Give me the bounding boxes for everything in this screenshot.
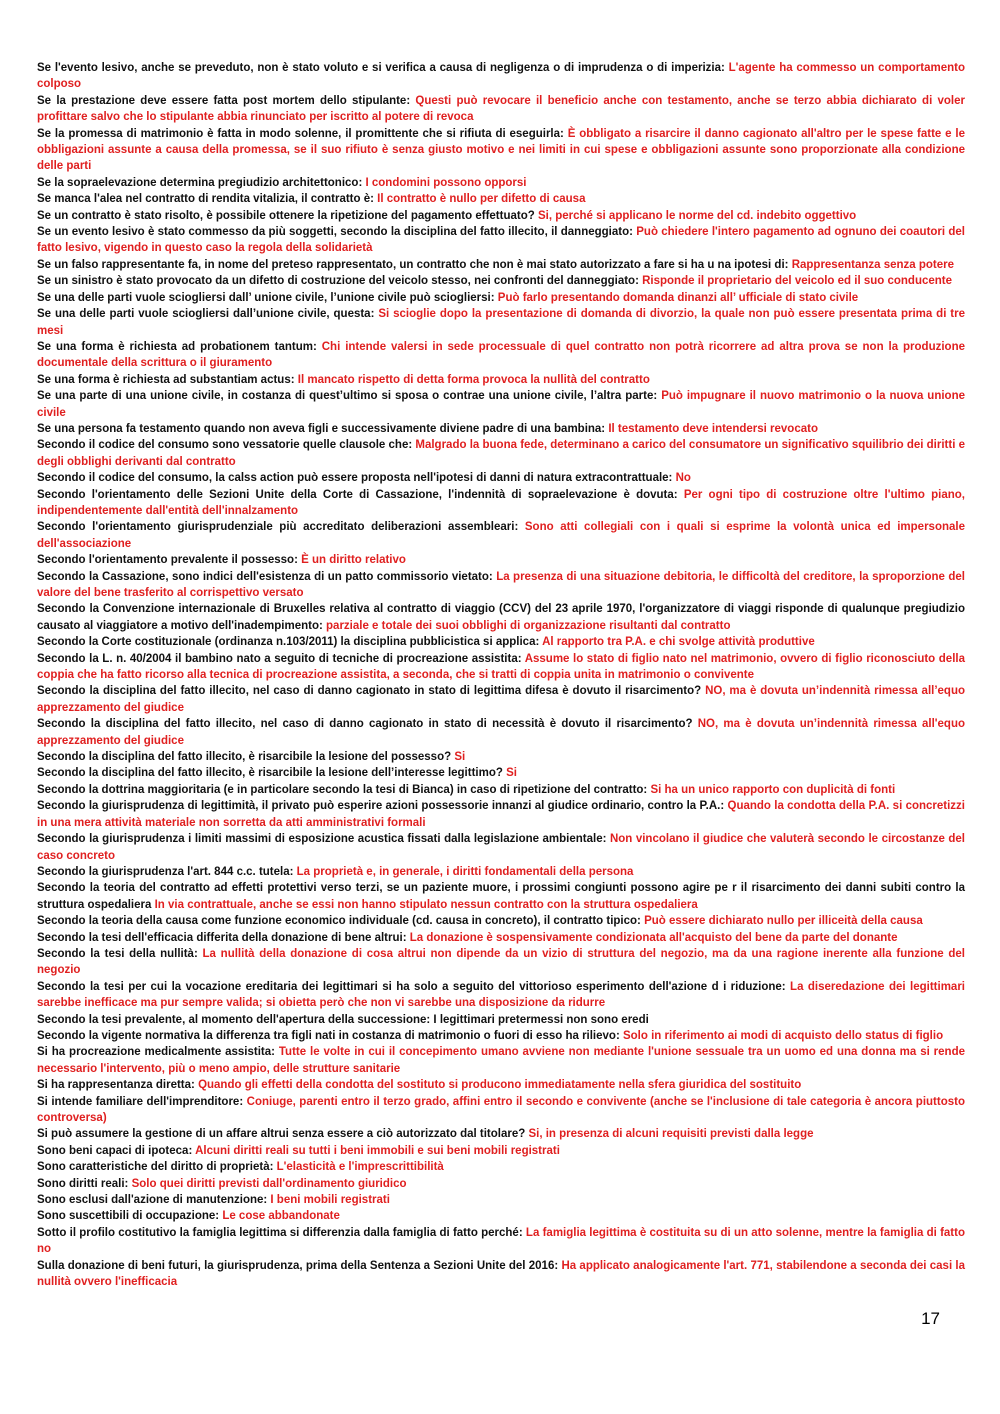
qa-entry	[37, 930, 965, 946]
qa-entry	[37, 290, 965, 306]
answer-text: Sono atti collegiali con i quali si esprime la volontà unica ed impersonale dell'associazione	[37, 521, 965, 550]
answer-text: La donazione è sospensivamente condizionata all'acquisto del bene da parte del donante	[409, 931, 898, 944]
question-text: Se un sinistro è stato provocato da un difetto di costruzione del veicolo stesso, nei confronti del danneggiato:	[37, 275, 639, 288]
qa-entry	[37, 175, 965, 191]
qa-entry	[37, 339, 965, 372]
qa-entry	[37, 1126, 965, 1142]
question-text: Si intende familiare dell'imprenditore:	[37, 1095, 244, 1108]
qa-entry	[37, 191, 965, 207]
question-text: Secondo la teoria della causa come funzione economico individuale (cd. causa in concreto), il contratto tipico:	[37, 915, 641, 928]
answer-text: Può farlo presentando domanda dinanzi all’ ufficiale di stato civile	[497, 291, 859, 304]
answer-text: Alcuni diritti reali su tutti i beni immobili e sui beni mobili registrati	[195, 1144, 560, 1157]
question-text: Se la sopraelevazione determina pregiudizio architettonico:	[37, 176, 363, 189]
question-text: Secondo la giurisprudenza i limiti massimi di esposizione acustica fissati dalla legislazione ambientale:	[37, 833, 607, 846]
answer-text: Ha applicato analogicamente l'art. 771, stabilendone a seconda dei casi la nullità ovvero l'inefficacia	[37, 1259, 966, 1289]
qa-entry	[37, 552, 965, 568]
qa-entry	[37, 1012, 965, 1028]
qa-entry	[37, 1094, 965, 1127]
qa-entry	[37, 913, 965, 929]
question-text: Sulla donazione di beni futuri, la giurisprudenza, prima della Sentenza a Sezioni Unite del 2016:	[37, 1259, 559, 1272]
question-text: Se un falso rappresentante fa, in nome del preteso rappresentato, un contratto che non è mai stato autorizzato a fare si ha u na ipotesi di:	[37, 258, 789, 271]
answer-text: NO, ma è dovuta un’indennità rimessa all'equo apprezzamento del giudice	[37, 718, 966, 747]
question-text: Secondo l'orientamento giurisprudenziale più accreditato deliberazioni assembleari:	[37, 521, 519, 534]
qa-entry	[37, 765, 965, 781]
answer-text: I beni mobili registrati	[270, 1194, 390, 1207]
answer-text: Solo in riferimento ai modi di acquisto dello status di figlio	[622, 1029, 944, 1042]
question-text: Secondo la disciplina del fatto illecito, nel caso di danno cagionato in stato di necessità è dovuto il risarcimento?	[37, 718, 693, 731]
question-text: Secondo la disciplina del fatto illecito, è risarcibile la lesione dell’interesse legittimo?	[37, 767, 503, 780]
question-text: Secondo la Convenzione internazionale di Bruxelles relativa al contratto di viaggio (CCV) del 23 aprile 1970, l'organizzatore di viaggi risponde di qualunque pregiudizio causato al viaggiatore a motivo dell'inadempimento:	[37, 603, 965, 632]
answer-text: Si scioglie dopo la presentazione di domanda di divorzio, la quale non può essere presentata prima di tre mesi	[37, 308, 966, 337]
answer-text: L'elasticità e l'imprescrittibilità	[276, 1161, 444, 1174]
question-text: Se una persona fa testamento quando non aveva figli e successivamente diviene padre di una bambina:	[37, 422, 606, 435]
page-number: 17	[921, 1309, 940, 1328]
qa-entry	[37, 273, 965, 289]
qa-entry	[37, 634, 965, 650]
qa-entry	[37, 388, 965, 421]
answer-text: La diseredazione dei legittimari sarebbe inefficace ma pur sempre valida; si obietta però che non vi sarebbe una disposizione da ridurre	[37, 980, 965, 1010]
answer-text: Al rapporto tra P.A. e chi svolge attività produttive	[542, 636, 815, 649]
question-text: Se la prestazione deve essere fatta post mortem dello stipulante:	[37, 94, 411, 107]
question-text: Sono caratteristiche del diritto di proprietà:	[37, 1161, 274, 1174]
answer-text: È un diritto relativo	[301, 554, 406, 567]
answer-text: parziale e totale dei suoi obblighi di organizzazione risultanti dal contratto	[326, 619, 731, 632]
question-text: Se l'evento lesivo, anche se preveduto, non è stato voluto e si verifica a causa di negligenza o di imprudenza o di imperizia:	[37, 62, 725, 74]
answer-text: Risponde il proprietario del veicolo ed il suo conducente	[642, 275, 953, 288]
answer-text: Quando gli effetti della condotta del sostituto si producono immediatamente nella sfera giuridica del sostituito	[198, 1079, 802, 1092]
answer-text: Si	[506, 767, 517, 780]
qa-entry	[37, 1028, 965, 1044]
answer-text: Coniuge, parenti entro il terzo grado, affini entro il secondo e convivente (anche se l'inclusione di tale categoria è ancora piuttosto controversa)	[37, 1095, 965, 1124]
qa-entry	[37, 946, 965, 979]
question-text: Sono suscettibili di occupazione:	[37, 1210, 220, 1223]
qa-entry	[37, 782, 965, 798]
qa-entry	[37, 880, 965, 913]
question-text: Si ha procreazione medicalmente assistita:	[37, 1046, 275, 1059]
question-text: Secondo la tesi prevalente, al momento dell'apertura della successione: I legittimari pretermessi non sono eredi	[37, 1013, 649, 1026]
answer-text: NO, ma è dovuta un’indennità rimessa all’equo apprezzamento del giudice	[37, 685, 965, 714]
answer-text: Rappresentanza senza potere	[791, 258, 955, 271]
qa-entry	[37, 306, 965, 339]
answer-text: La famiglia legittima è costituita su di un atto solenne, mentre la famiglia di fatto no	[37, 1226, 965, 1256]
qa-entry	[37, 749, 965, 765]
qa-entry	[37, 798, 965, 831]
answer-text: Chi intende valersi in sede processuale di quel contratto non potrà ricorrere ad altra prova se non la produzione documentale della scrittura o il giuramento	[37, 340, 965, 370]
question-text: Secondo l'orientamento prevalente il possesso:	[37, 554, 298, 567]
answer-text: Si, in presenza di alcuni requisiti previsti dalla legge	[528, 1128, 814, 1141]
answer-text: La proprietà e, in generale, i diritti fondamentali della persona	[296, 865, 634, 878]
qa-entry	[37, 1044, 965, 1077]
question-text: Se un evento lesivo è stato commesso da più soggetti, secondo la disciplina del fatto illecito, il danneggiato:	[37, 226, 633, 239]
question-text: Secondo la tesi dell'efficacia differita della donazione di bene altrui:	[37, 931, 407, 944]
question-text: Secondo la giurisprudenza l'art. 844 c.c. tutela:	[37, 865, 294, 878]
question-text: Si può assumere la gestione di un affare altrui senza essere a ciò autorizzato dal titolare?	[37, 1128, 526, 1141]
question-text: Secondo la Cassazione, sono indici dell'esistenza di un patto commissorio vietato:	[37, 570, 493, 583]
answer-text: La nullità della donazione di cosa altrui non dipende da un vizio di struttura del negozio, ma da una ragione inerente alla funzione del negozio	[37, 947, 965, 977]
question-text: Si ha rappresentanza diretta:	[37, 1079, 195, 1092]
qa-entry	[37, 1176, 965, 1192]
qa-entry	[37, 1208, 965, 1224]
question-text: Secondo il codice del consumo sono vessatorie quelle clausole che:	[37, 439, 413, 452]
question-text: Se la promessa di matrimonio è fatta in modo solenne, il promittente che si rifiuta di eseguirla:	[37, 127, 564, 140]
question-text: Secondo la L. n. 40/2004 il bambino nato a seguito di tecniche di procreazione assistita:	[37, 652, 522, 665]
answer-text: Questi può revocare il beneficio anche con testamento, anche se terzo abbia dichiarato di voler profittare salvo che lo stipulante abbia rinunciato per iscritto al potere di revoca	[37, 94, 965, 124]
answer-text: In via contrattuale, anche se essi non hanno stipulato nessun contratto con la struttura ospedaliera	[154, 898, 698, 911]
qa-entry	[37, 421, 965, 437]
question-text: Secondo la Corte costituzionale (ordinanza n.103/2011) la disciplina pubblicistica si applica:	[37, 636, 540, 649]
question-text: Se una forma è richiesta ad probationem tantum:	[37, 340, 317, 353]
answer-text: Si, perché si applicano le norme del cd. indebito oggettivo	[537, 209, 857, 222]
answer-text: Il mancato rispetto di detta forma provoca la nullità del contratto	[297, 373, 650, 386]
question-text: Secondo la disciplina del fatto illecito, è risarcibile la lesione del possesso?	[37, 751, 452, 764]
question-text: Secondo la disciplina del fatto illecito, nel caso di danno cagionato in stato di legittima difesa è dovuto il risarcimento?	[37, 685, 702, 698]
qa-entry	[37, 683, 965, 716]
qa-entry	[37, 437, 965, 470]
qa-entry	[37, 93, 965, 126]
question-text: Sono esclusi dall'azione di manutenzione:	[37, 1194, 268, 1207]
answer-text: Le cose abbandonate	[222, 1210, 340, 1223]
qa-entry	[37, 487, 965, 520]
question-text: Se un contratto è stato risolto, è possibile ottenere la ripetizione del pagamento effettuato?	[37, 209, 535, 222]
answer-text: La presenza di una situazione debitoria, le difficoltà del creditore, la sproporzione del valore del bene trasferito al corrispettivo versato	[37, 570, 966, 599]
answer-text: L'agente ha commesso un comportamento colposo	[37, 62, 965, 91]
qa-entry	[37, 716, 965, 749]
qa-entry	[37, 224, 965, 257]
answer-text: Tutte le volte in cui il concepimento umano avviene non mediante l'unione sessuale tra un uomo ed una donna ma si rende necessario l'intervento, più o meno ampio, delle strutture sanitarie	[37, 1046, 965, 1075]
question-text: Secondo la tesi della nullità:	[37, 947, 198, 960]
qa-entry	[37, 1143, 965, 1159]
qa-entry	[37, 470, 965, 486]
answer-text: Malgrado la buona fede, determinano a carico del consumatore un significativo squilibrio dei diritti e degli obblighi derivanti dal contratto	[37, 439, 965, 468]
qa-entry	[37, 60, 965, 93]
question-text: Se manca l'alea nel contratto di rendita vitalizia, il contratto è:	[37, 193, 374, 206]
question-text: Se una parte di una unione civile, in costanza di quest’ultimo si sposa o contrae una unione civile, l’altra parte:	[37, 390, 658, 403]
question-text: Secondo la tesi per cui la vocazione ereditaria dei legittimari si ha solo a seguito del vittorioso esperimento dell'azione d i riduzione:	[37, 980, 786, 993]
question-text: Sono beni capaci di ipoteca:	[37, 1144, 193, 1157]
answer-text: No	[675, 472, 691, 485]
qa-entry	[37, 831, 965, 864]
question-text: Se una delle parti vuole sciogliersi dall’unione civile, questa:	[37, 308, 375, 321]
qa-entry	[37, 1192, 965, 1208]
question-text: Secondo la giurisprudenza di legittimità, il privato può esperire azioni possessorie innanzi al giudice ordinario, contro la P.A.:	[37, 800, 725, 813]
qa-entry	[37, 1159, 965, 1175]
answer-text: I condomini possono opporsi	[365, 176, 527, 189]
document-body	[37, 60, 965, 1290]
answer-text: Il contratto è nullo per difetto di causa	[377, 193, 586, 206]
answer-text: È obbligato a risarcire il danno cagionato all'altro per le spese fatte e le obbligazioni assunte a causa della promessa, se il suo rifiuto è senza giusto motivo e nei limiti in cui spese e obbligazioni assunte sono proporzionate alla condizione delle parti	[37, 127, 965, 173]
qa-entry	[37, 1225, 965, 1258]
answer-text: Solo quei diritti previsti dall'ordinamento giuridico	[131, 1177, 407, 1190]
answer-text: Può essere dichiarato nullo per illiceità della causa	[644, 915, 923, 928]
answer-text: Per ogni tipo di costruzione oltre l'ultimo piano, indipendentemente dall'entità dell'innalzamento	[37, 488, 965, 517]
qa-entry	[37, 1077, 965, 1093]
answer-text: Si ha un unico rapporto con duplicità di fonti	[650, 783, 896, 796]
qa-entry	[37, 979, 965, 1012]
answer-text: Assume lo stato di figlio nato nel matrimonio, ovvero di figlio riconosciuto della coppia che ha fatto ricorso alla tecnica di procreazione assistita, a seconda, che si tratti di coppia unita in matrimonio o convivente	[37, 652, 965, 682]
question-text: Sono diritti reali:	[37, 1177, 129, 1190]
question-text: Secondo l'orientamento delle Sezioni Unite della Corte di Cassazione, l'indennità di sopraelevazione è dovuta:	[37, 488, 678, 501]
answer-text: Può impugnare il nuovo matrimonio o la nuova unione civile	[37, 390, 965, 419]
qa-entry	[37, 519, 965, 552]
answer-text: Non vincolano il giudice che valuterà secondo le circostanze del caso concreto	[37, 833, 965, 862]
question-text: Secondo la vigente normativa la differenza tra figli nati in costanza di matrimonio o fuori di esso ha rilievo:	[37, 1029, 620, 1042]
question-text: Secondo il codice del consumo, la calss action può essere proposta nell'ipotesi di danni di natura extracontrattuale:	[37, 472, 673, 485]
question-text: Secondo la teoria del contratto ad effetti protettivi verso terzi, se un paziente muore, i prossimi congiunti possono agire pe r il risarcimento dei danni subiti contro la struttura ospedaliera	[37, 882, 965, 911]
qa-entry	[37, 208, 965, 224]
qa-entry	[37, 257, 965, 273]
answer-text: Si	[454, 751, 466, 764]
answer-text: Il testamento deve intendersi revocato	[608, 422, 818, 435]
question-text: Se una delle parti vuole sciogliersi dall’ unione civile, l’unione civile può sciogliersi:	[37, 291, 495, 304]
qa-entry	[37, 372, 965, 388]
qa-entry	[37, 1258, 965, 1291]
question-text: Se una forma è richiesta ad substantiam actus:	[37, 373, 295, 386]
qa-entry	[37, 601, 965, 634]
qa-entry	[37, 651, 965, 684]
qa-entry	[37, 569, 965, 602]
question-text: Secondo la dottrina maggioritaria (e in particolare secondo la tesi di Bianca) in caso di ripetizione del contratto:	[37, 783, 648, 796]
answer-text: Può chiedere l'intero pagamento ad ognuno dei coautori del fatto lesivo, vigendo in questo caso la regola della solidarietà	[37, 226, 965, 255]
question-text: Sotto il profilo costitutivo la famiglia legittima si differenzia dalla famiglia di fatto perché:	[37, 1226, 523, 1239]
answer-text: Quando la condotta della P.A. si concretizzi in una mera attività materiale non sorretta da atti amministrativi formali	[37, 800, 965, 829]
qa-entry	[37, 864, 965, 880]
qa-entry	[37, 126, 965, 175]
